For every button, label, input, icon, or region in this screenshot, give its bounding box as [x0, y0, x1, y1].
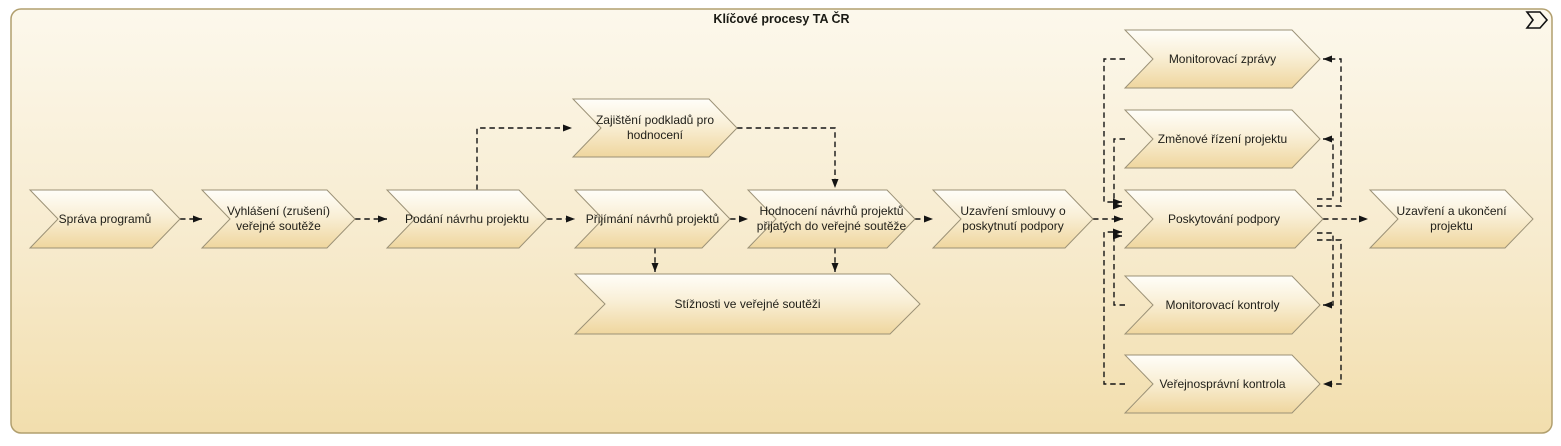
process-label-monitorovaci-kontroly: Monitorovací kontroly: [1165, 297, 1280, 312]
process-label-uzavreni-a-ukonceni-projektu: Uzavření a ukončení projektu: [1396, 204, 1507, 233]
process-label-zmenove-rizeni-projektu: Změnové řízení projektu: [1157, 131, 1288, 146]
process-label-zajisteni-podkladu-pro-hodnoceni: Zajištění podkladů pro hodnocení: [595, 113, 715, 142]
process-shape-monitorovaci-zpravy[interactable]: [1125, 30, 1320, 88]
process-shape-verejnospravni-kontrola[interactable]: [1125, 355, 1320, 413]
process-label-prijimani-navrhu-projektu: Přijímání návrhů projektů: [585, 211, 720, 226]
process-label-sprava-programu: Správa programů: [58, 211, 152, 226]
process-label-monitorovaci-zpravy: Monitorovací zprávy: [1168, 51, 1277, 66]
process-shape-zmenove-rizeni-projektu[interactable]: [1125, 110, 1320, 168]
process-label-uzavreni-smlouvy-o-poskytnuti-podpory: Uzavření smlouvy o poskytnutí podpory: [960, 204, 1066, 233]
diagram-title: Klíčové procesy TA ČR: [713, 12, 850, 26]
process-label-vyhlaseni-zruseni-verejne-souteze: Vyhlášení (zrušení) veřejné soutěže: [227, 204, 330, 233]
process-shape-poskytovani-podpory[interactable]: [1125, 190, 1323, 248]
process-shape-monitorovaci-kontroly[interactable]: [1125, 276, 1320, 334]
process-label-hodnoceni-navrhu-projektu: Hodnocení návrhů projektů přijatých do veřejné soutěže: [756, 204, 907, 233]
process-label-verejnospravni-kontrola: Veřejnosprávní kontrola: [1159, 376, 1286, 391]
process-label-podani-navrhu-projektu: Podání návrhu projektu: [404, 211, 530, 226]
process-label-poskytovani-podpory: Poskytování podpory: [1167, 211, 1281, 226]
process-label-stiznosti-ve-verejne-soutezi: Stížnosti ve veřejné soutěži: [674, 296, 821, 311]
process-shape-stiznosti-ve-verejne-soutezi[interactable]: [575, 274, 920, 334]
